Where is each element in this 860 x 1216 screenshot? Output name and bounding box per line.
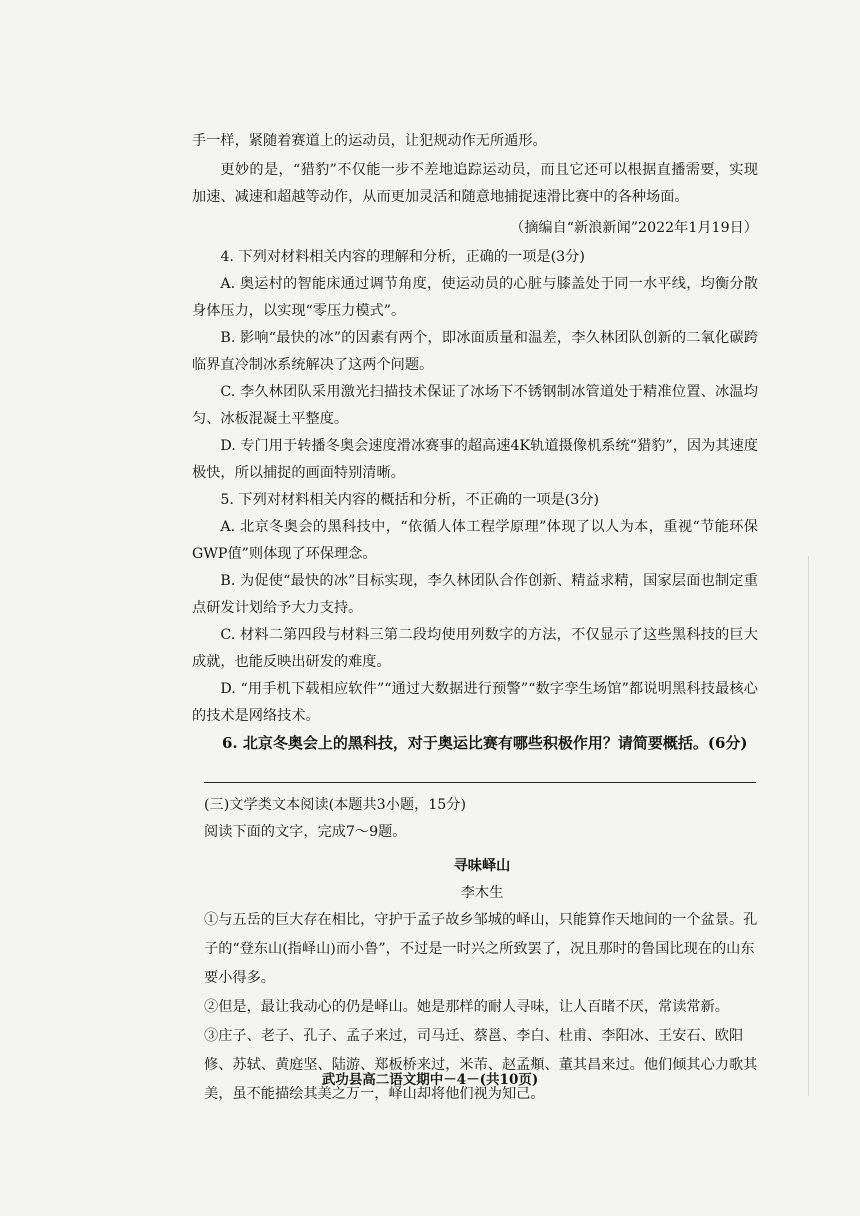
material-tail-p2: 更妙的是，“猎豹”不仅能一步不差地追踪运动员，而且它还可以根据直播需要，实现加速、减速和超越等动作，从而更加灵活和随意地捕捉速滑比赛中的各种场面。	[192, 162, 758, 205]
main-text	[192, 128, 758, 757]
article-paragraph-3: ③庄子、老子、孔子、孟子来过，司马迁、蔡邕、李白、杜甫、李阳冰、王安石、欧阳修、苏轼、黄庭坚、陆游、郑板桥来过，米芾、赵孟頫、董其昌来过。他们倾其心力歌其美，虽不能描绘其美之万一，峄山却将他们视为知己。	[204, 1028, 758, 1102]
material-source: （摘编自“新浪新闻”2022年1月19日）	[510, 220, 758, 236]
material-tail-p1: 手一样，紧随着赛道上的运动员，让犯规动作无所遁形。	[192, 133, 547, 149]
question-4-option-c: C. 李久林团队采用激光扫描技术保证了冰场下不锈钢制冰管道处于精准位置、冰温均匀、冰板混凝土平整度。	[192, 384, 758, 427]
question-4-option-d: D. 专门用于转播冬奥会速度滑冰赛事的超高速4K轨道摄像机系统“猎豹”，因为其速度极快，所以捕捉的画面特别清晰。	[192, 438, 758, 481]
section-instruction: 阅读下面的文字，完成7～9题。	[204, 824, 407, 840]
question-6-stem: 6. 北京冬奥会上的黑科技，对于奥运比赛有哪些积极作用？请简要概括。(6分)	[222, 734, 748, 752]
page-footer: 武功县高二语文期中－4－(共10页)	[321, 1072, 539, 1088]
section-literary-reading	[204, 792, 760, 1109]
scan-edge-shadow	[808, 556, 809, 1096]
question-5-stem: 5. 下列对材料相关内容的概括和分析，不正确的一项是(3分)	[220, 492, 600, 508]
question-5-option-d: D. “用手机下载相应软件”“通过大数据进行预警”“数字孪生场馆”都说明黑科技最核心的技术是网络技术。	[192, 681, 758, 724]
question-5-option-c: C. 材料二第四段与材料三第二段均使用列数字的方法，不仅显示了这些黑科技的巨大成就，也能反映出研发的难度。	[192, 627, 758, 670]
article-paragraph-2: ②但是，最让我动心的仍是峄山。她是那样的耐人寻味，让人百睹不厌，常读常新。	[204, 999, 729, 1015]
question-5-option-a: A. 北京冬奥会的黑科技中，“依循人体工程学原理”体现了以人为本，重视“节能环保GWP值”则体现了环保理念。	[192, 519, 758, 562]
article-title: 寻味峄山	[453, 858, 511, 874]
question-5-option-b: B. 为促使“最快的冰”目标实现，李久林团队合作创新、精益求精，国家层面也制定重点研发计划给予大力支持。	[192, 573, 758, 616]
article-author: 李木生	[460, 885, 504, 901]
question-4-option-a: A. 奥运村的智能床通过调节角度，使运动员的心脏与膝盖处于同一水平线，均衡分散身体压力，以实现“零压力模式”。	[192, 276, 758, 319]
section-divider	[204, 782, 756, 783]
question-4-option-b: B. 影响“最快的冰”的因素有两个，即冰面质量和温差，李久林团队创新的二氧化碳跨临界直冷制冰系统解决了这两个问题。	[192, 330, 758, 373]
article-paragraph-1: ①与五岳的巨大存在相比，守护于孟子故乡邹城的峄山，只能算作天地间的一个盆景。孔子的“登东山(指峄山)而小鲁”，不过是一时兴之所致罢了，况且那时的鲁国比现在的山东要小得多。	[204, 912, 758, 986]
question-4-stem: 4. 下列对材料相关内容的理解和分析，正确的一项是(3分)	[220, 249, 585, 265]
section-heading: (三)文学类文本阅读(本题共3小题，15分)	[204, 797, 467, 813]
